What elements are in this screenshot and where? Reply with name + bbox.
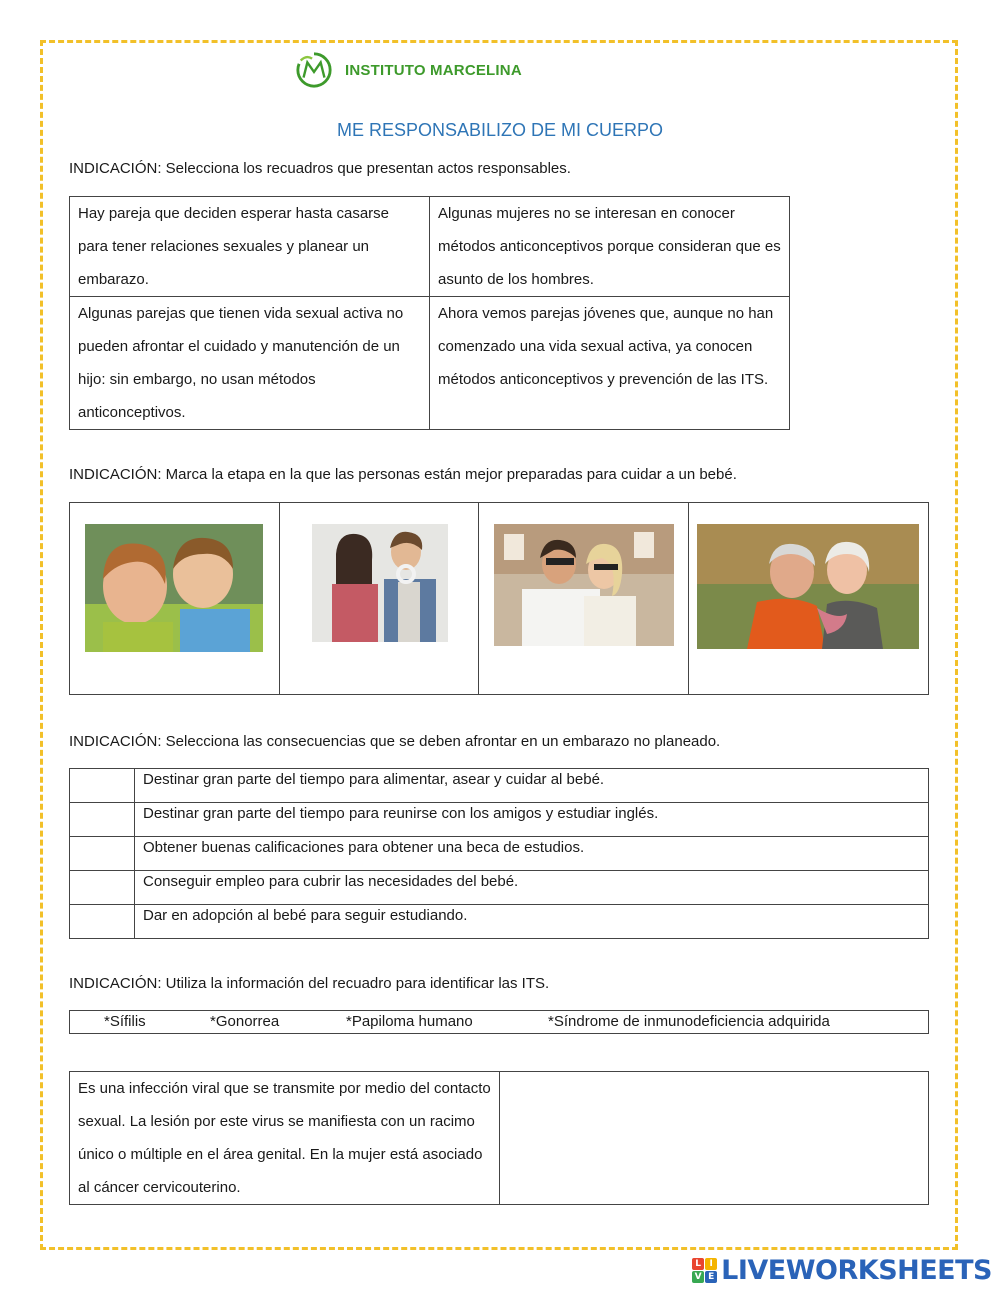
table-row (70, 769, 929, 803)
consequence-text: Obtener buenas calificaciones para obtener una beca de estudios. (135, 837, 929, 871)
its-description: Es una infección viral que se transmite por medio del contacto sexual. La lesión por este virus se manifiesta con un racimo único o múltiple en el área genital. En la mujer está asociado al cáncer cervicouterino. (70, 1072, 500, 1205)
life-stage-table (69, 502, 929, 695)
stage-cell-children[interactable] (70, 503, 280, 695)
its-option: *Síndrome de inmunodeficiencia adquirida (548, 1013, 830, 1030)
answer-checkbox-cell[interactable] (70, 871, 135, 905)
school-logo-icon (295, 51, 333, 89)
answer-checkbox-cell[interactable] (70, 803, 135, 837)
consequence-text: Dar en adopción al bebé para seguir estudiando. (135, 905, 929, 939)
statement-cell[interactable]: Algunas parejas que tienen vida sexual activa no pueden afrontar el cuidado y manutención de un hijo: sin embargo, no usan métodos anticonceptivos. (70, 297, 430, 430)
its-option: *Sífilis (104, 1013, 146, 1030)
answer-checkbox-cell[interactable] (70, 837, 135, 871)
elderly-couple-photo (697, 524, 919, 649)
table-row (70, 905, 929, 939)
consequence-text: Destinar gran parte del tiempo para alimentar, asear y cuidar al bebé. (135, 769, 929, 803)
statement-cell[interactable]: Ahora vemos parejas jóvenes que, aunque no han comenzado una vida sexual activa, ya conocen métodos anticonceptivos y prevención de las ITS. (430, 297, 790, 430)
stage-cell-young-adults[interactable] (478, 503, 689, 695)
its-answer-field[interactable] (500, 1072, 929, 1205)
instruction-2: INDICACIÓN: Marca la etapa en la que las personas están mejor preparadas para cuidar a un bebé. (69, 466, 737, 483)
answer-checkbox-cell[interactable] (70, 769, 135, 803)
page-title: ME RESPONSABILIZO DE MI CUERPO (336, 120, 664, 140)
instruction-4: INDICACIÓN: Utiliza la información del recuadro para identificar las ITS. (69, 975, 550, 992)
instruction-3: INDICACIÓN: Selecciona las consecuencias que se deben afrontar en un embarazo no planeado. (69, 733, 721, 750)
table-row (70, 803, 929, 837)
its-identify-table (69, 1071, 929, 1205)
liveworksheets-badge-icon: L I V E (692, 1258, 717, 1283)
consequences-table (69, 768, 929, 939)
statement-cell[interactable]: Algunas mujeres no se interesan en conocer métodos anticonceptivos porque consideran que es asunto de los hombres. (430, 197, 790, 297)
school-name: INSTITUTO MARCELINA (345, 61, 522, 79)
instruction-1: INDICACIÓN: Selecciona los recuadros que presentan actos responsables. (69, 160, 571, 177)
responsible-acts-table (69, 196, 790, 430)
consequence-text: Conseguir empleo para cubrir las necesidades del bebé. (135, 871, 929, 905)
children-photo (85, 524, 263, 652)
stage-cell-teenagers[interactable] (279, 503, 478, 695)
liveworksheets-logo (692, 1253, 992, 1287)
consequence-text: Destinar gran parte del tiempo para reunirse con los amigos y estudiar inglés. (135, 803, 929, 837)
its-options-box (69, 1010, 929, 1034)
stage-cell-elderly[interactable] (689, 503, 929, 695)
table-row (70, 871, 929, 905)
statement-cell[interactable]: Hay pareja que deciden esperar hasta casarse para tener relaciones sexuales y planear un embarazo. (70, 197, 430, 297)
its-option: *Papiloma humano (346, 1013, 473, 1030)
its-option: *Gonorrea (210, 1013, 280, 1030)
table-row (70, 837, 929, 871)
liveworksheets-brand: LIVEWORKSHEETS (721, 1254, 992, 1286)
teenagers-photo (312, 524, 448, 642)
young-adults-photo (494, 524, 674, 646)
answer-checkbox-cell[interactable] (70, 905, 135, 939)
school-header (295, 50, 522, 90)
